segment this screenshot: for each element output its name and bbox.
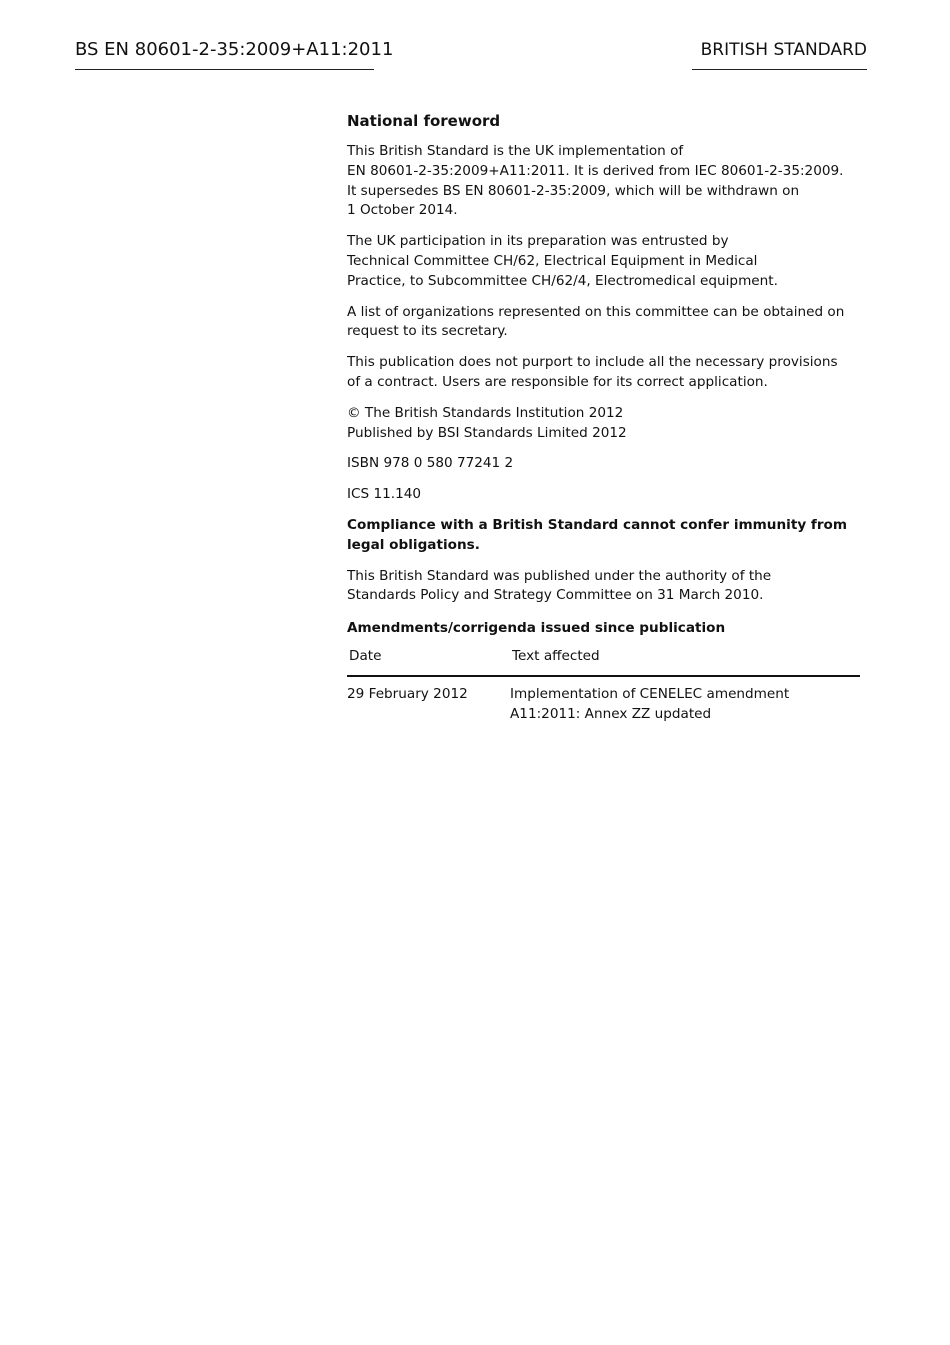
text-line: This British Standard was published under the authority of the <box>347 567 772 584</box>
copyright-line: © The British Standards Institution 2012 <box>347 404 624 421</box>
implementation-paragraph <box>347 142 860 221</box>
document-id-header <box>75 38 394 70</box>
text-line: legal obligations. <box>347 536 480 553</box>
standard-type: BRITISH STANDARD <box>700 40 867 60</box>
text-line: Implementation of CENELEC amendment <box>510 685 790 702</box>
date-column-header: Date <box>347 645 510 676</box>
text-affected-column-header: Text affected <box>510 645 860 676</box>
text-line: Compliance with a British Standard cannot confer immunity from <box>347 516 848 533</box>
text-line: Standards Policy and Strategy Committee on 31 March 2010. <box>347 587 764 604</box>
publisher-line: Published by BSI Standards Limited 2012 <box>347 424 627 441</box>
text-line: This publication does not purport to include all the necessary provisions <box>347 354 838 371</box>
table-row <box>347 676 860 725</box>
compliance-notice <box>347 516 860 556</box>
isbn: ISBN 978 0 580 77241 2 <box>347 455 514 472</box>
text-line: request to its secretary. <box>347 323 508 340</box>
text-line: This British Standard is the UK implementation of <box>347 143 684 159</box>
contract-disclaimer-paragraph <box>347 353 860 393</box>
authority-paragraph <box>347 567 860 607</box>
text-line: EN 80601-2-35:2009+A11:2011. It is derived from IEC 80601-2-35:2009. <box>347 162 844 179</box>
amendments-title: Amendments/corrigenda issued since publication <box>347 620 726 637</box>
text-line: The UK participation in its preparation was entrusted by <box>347 233 729 250</box>
text-line: Technical Committee CH/62, Electrical Equipment in Medical <box>347 252 758 269</box>
amendments-table <box>347 645 860 724</box>
committee-list-paragraph <box>347 303 860 343</box>
text-line: 1 October 2014. <box>347 202 458 219</box>
amendment-text <box>510 676 860 725</box>
text-line: A list of organizations represented on this committee can be obtained on <box>347 303 845 320</box>
ics-code: ICS 11.140 <box>347 486 422 503</box>
standard-type-header <box>692 38 867 70</box>
copyright-paragraph <box>347 404 860 444</box>
table-header-row <box>347 645 860 676</box>
text-line: of a contract. Users are responsible for its correct application. <box>347 373 768 390</box>
text-line: Practice, to Subcommittee CH/62/4, Electromedical equipment. <box>347 272 778 289</box>
amendment-date: 29 February 2012 <box>347 685 468 702</box>
text-line: A11:2011: Annex ZZ updated <box>510 705 712 722</box>
document-id: BS EN 80601-2-35:2009+A11:2011 <box>75 39 394 60</box>
national-foreword-section <box>347 111 860 724</box>
participation-paragraph <box>347 232 860 291</box>
foreword-title: National foreword <box>347 112 501 130</box>
text-line: It supersedes BS EN 80601-2-35:2009, which will be withdrawn on <box>347 182 800 199</box>
